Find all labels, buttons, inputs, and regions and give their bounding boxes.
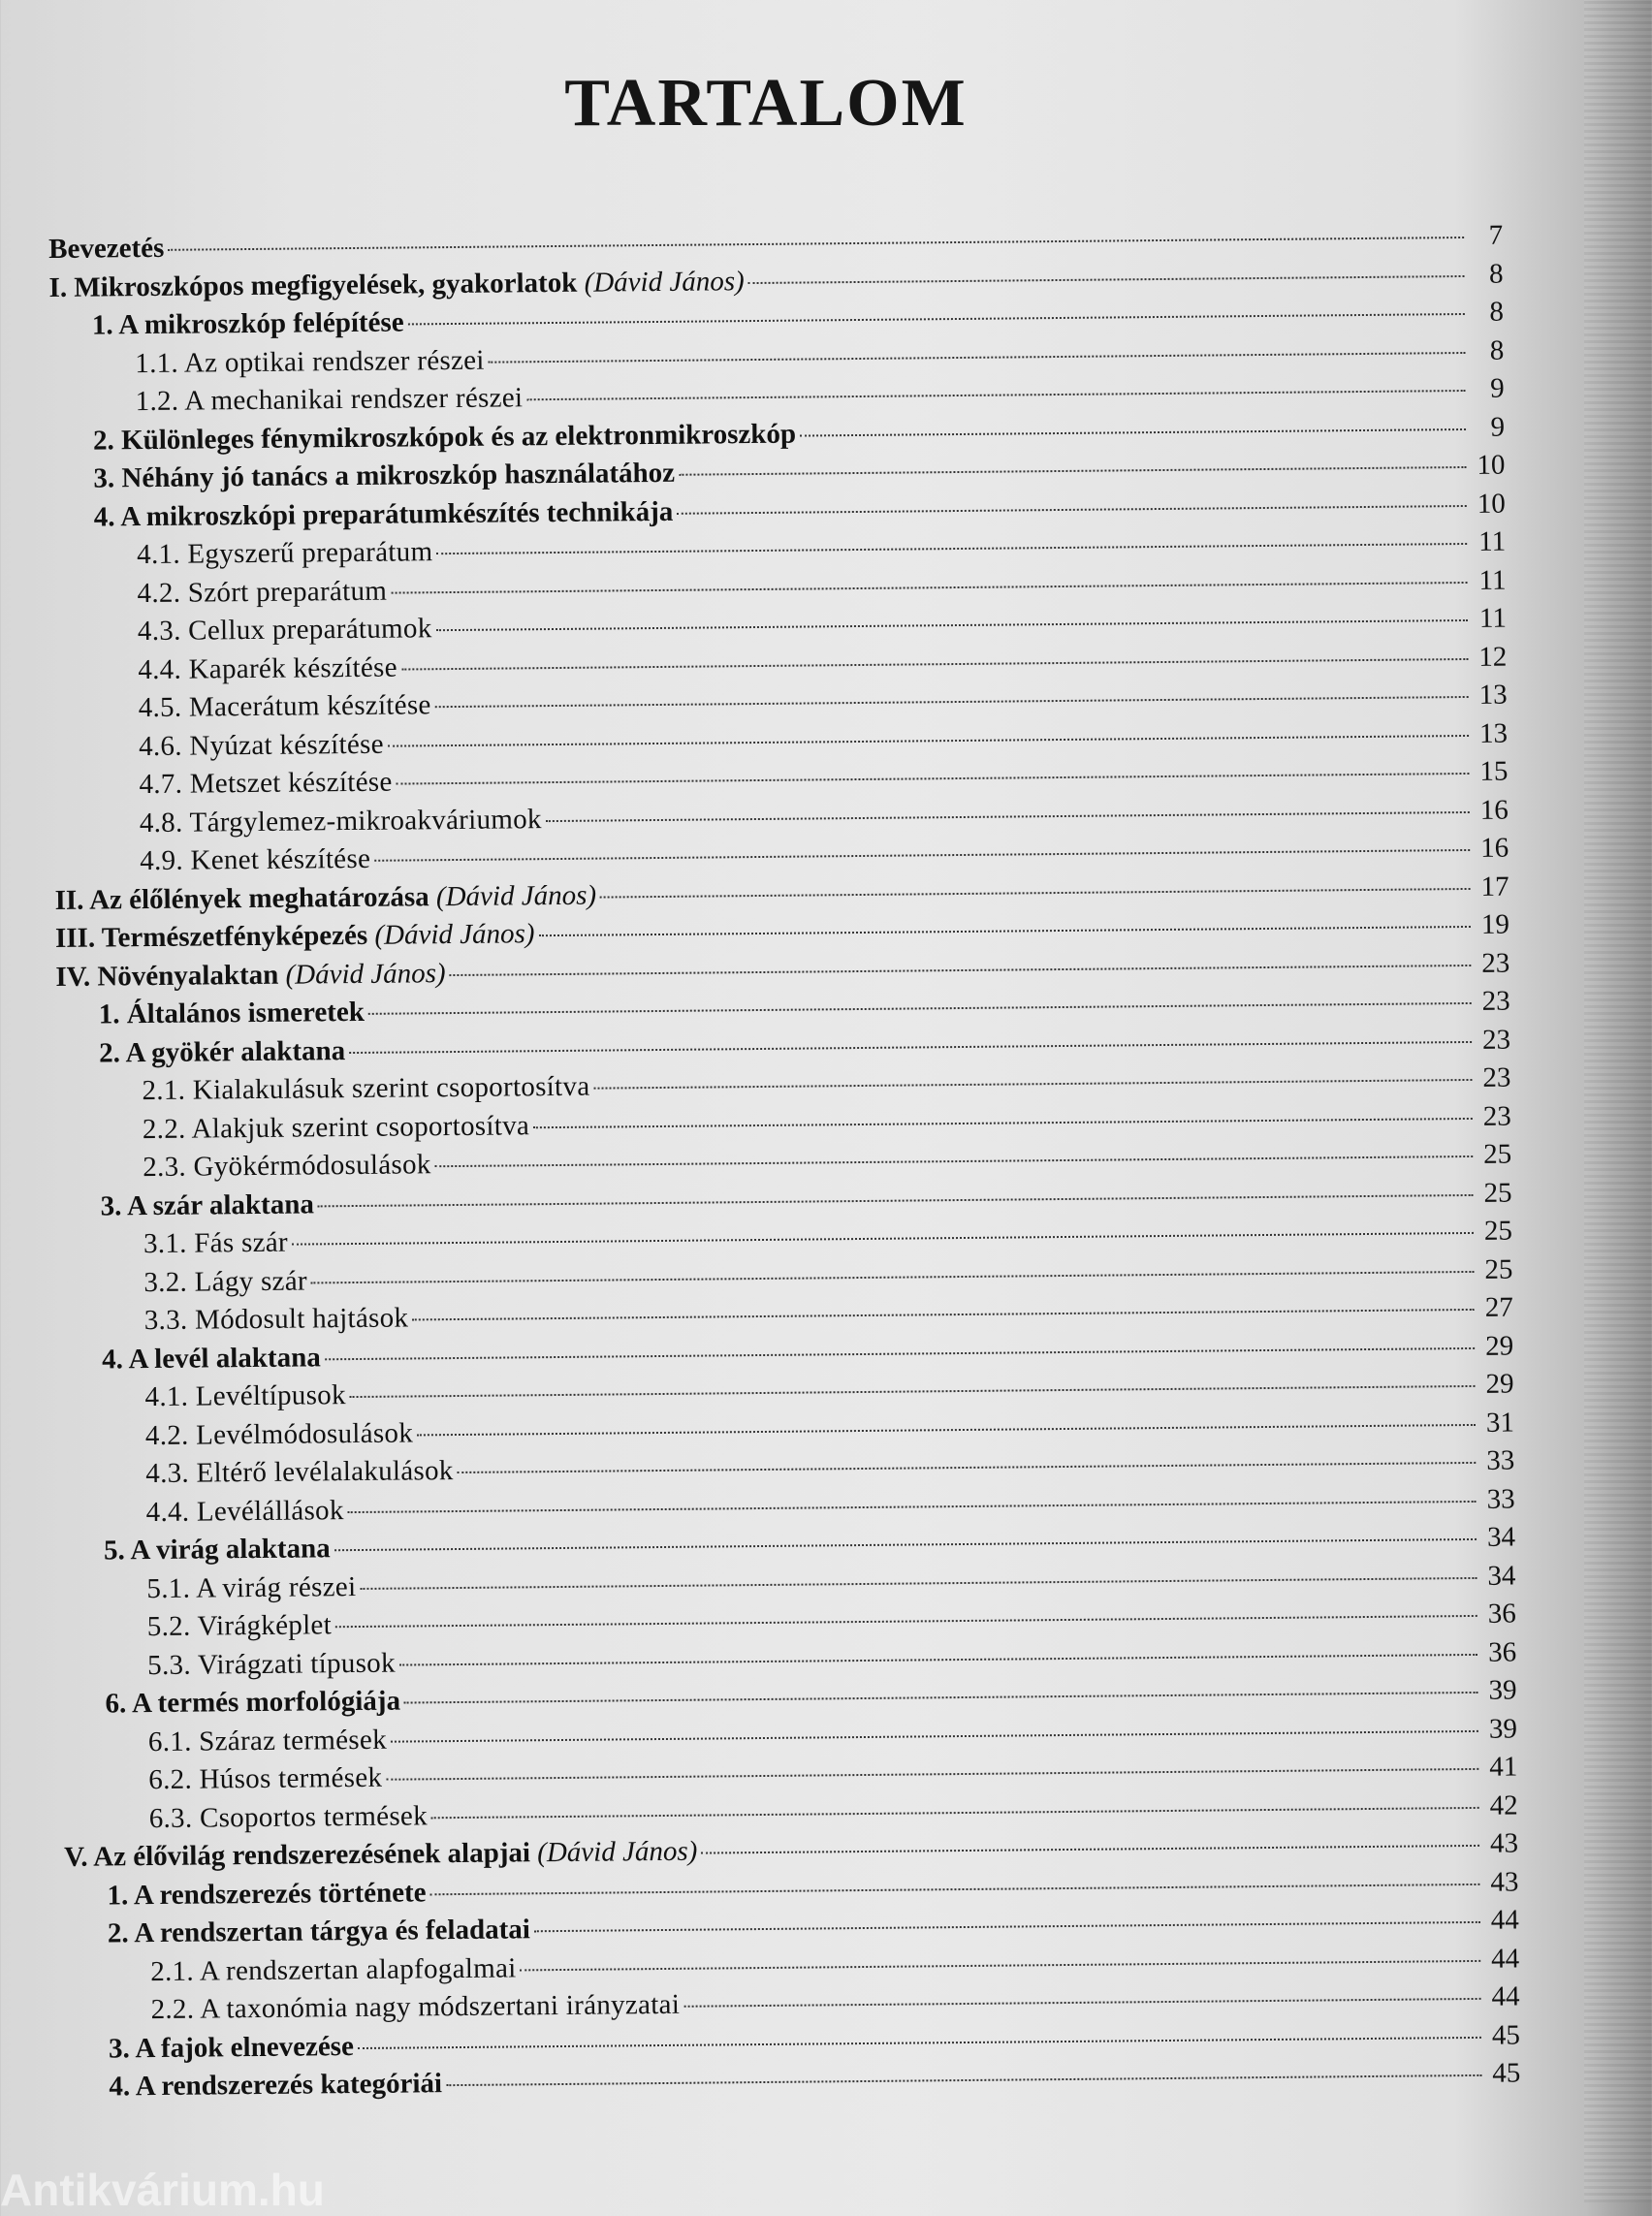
dot-leader [417, 1423, 1476, 1435]
toc-entry-label [100, 1186, 314, 1226]
toc-entry-label [55, 915, 535, 958]
toc-entry-title: 6.2. Húsos termések [148, 1761, 383, 1796]
toc-entry-page-number: 10 [1477, 488, 1506, 520]
dot-leader [388, 734, 1469, 746]
toc-entry-page-number: 44 [1490, 1904, 1519, 1936]
toc-entry-title: IV. Növényalaktan [55, 959, 279, 993]
toc-entry-label [55, 955, 446, 997]
dot-leader [334, 1538, 1477, 1551]
toc-entry-page-number: 10 [1477, 449, 1506, 481]
toc-entry-page-number: 15 [1479, 755, 1509, 787]
dot-leader [748, 274, 1465, 283]
toc-entry-label [140, 840, 370, 881]
dot-leader [348, 1500, 1477, 1512]
watermark: Antikvárium.hu [0, 2165, 325, 2215]
dot-leader [533, 1117, 1473, 1127]
dot-leader [318, 1193, 1474, 1206]
toc-entry-page-number: 23 [1482, 1100, 1511, 1132]
toc-entry-title: 2. A rendszertan tárgya és feladatai [107, 1914, 531, 1949]
toc-entry-title: 5.1. A virág részei [146, 1570, 357, 1604]
toc-entry-label [109, 2065, 442, 2106]
toc-entry-label [48, 230, 165, 269]
dot-leader [350, 1385, 1476, 1398]
toc-entry-page-number: 23 [1481, 985, 1510, 1017]
toc-entry-page-number: 36 [1487, 1598, 1516, 1630]
dot-leader [391, 581, 1467, 593]
toc-entry-page-number: 11 [1478, 602, 1508, 634]
dot-leader [391, 1729, 1478, 1742]
toc-entry-page-number: 23 [1482, 1061, 1511, 1093]
dot-leader [408, 313, 1465, 325]
toc-entry-label [143, 1262, 307, 1302]
toc-entry-title: 4. A mikroszkópi preparátumkészítés technikája [93, 495, 674, 533]
toc-entry-title: 4. A levél alaktana [102, 1341, 321, 1376]
toc-entry-title: 4.2. Szórt preparátum [137, 575, 388, 609]
dot-leader [325, 1346, 1475, 1359]
toc-entry-author: (Dávid János) [537, 1835, 698, 1869]
toc-entry-title: 4.9. Kenet készítése [140, 842, 371, 877]
dot-leader [435, 1155, 1474, 1167]
dot-leader [399, 1653, 1477, 1665]
toc-entry-label [108, 1911, 530, 1953]
toc-entry-label [142, 1068, 589, 1111]
toc-entry-title: 3. A fajok elnevezése [108, 2030, 355, 2064]
toc-entry-title: 3.3. Módosult hajtások [143, 1302, 409, 1337]
toc-entry-page-number: 9 [1489, 372, 1505, 404]
toc-entry-page-number: 39 [1488, 1713, 1518, 1745]
toc-entry-title: V. Az élővilág rendszerezésének alapjai [63, 1837, 531, 1873]
toc-entry-page-number: 8 [1488, 258, 1504, 290]
dot-leader [701, 1845, 1479, 1854]
dot-leader [374, 849, 1470, 862]
toc-entry-page-number: 11 [1478, 525, 1507, 557]
toc-entry-title: 1. Általános ismeretek [98, 996, 365, 1030]
dot-leader [679, 466, 1466, 476]
dot-leader [168, 237, 1464, 251]
toc-entry-title: 1.1. Az optikai rendszer részei [135, 344, 485, 379]
toc-entry-title: III. Természetfényképezés [54, 919, 368, 954]
toc-entry-title: 3.2. Lágy szár [143, 1264, 308, 1298]
toc-entry-page-number: 34 [1486, 1521, 1516, 1553]
toc-entry-label [54, 876, 596, 920]
dot-leader [489, 351, 1466, 363]
dot-leader [360, 1576, 1477, 1589]
toc-entry-page-number: 8 [1489, 296, 1505, 328]
toc-entry-label [107, 1874, 426, 1915]
toc-entry-page-number: 33 [1486, 1444, 1515, 1476]
dot-leader [386, 1768, 1478, 1781]
dot-leader [800, 427, 1466, 436]
dot-leader [358, 2036, 1481, 2048]
toc-entry-page-number: 19 [1480, 908, 1510, 940]
toc-entry-title: 6.1. Száraz termések [147, 1724, 388, 1757]
toc-entry-label [92, 303, 404, 345]
toc-entry-title: 4.3. Eltérő levélalakulások [145, 1455, 454, 1490]
toc-entry-page-number: 12 [1478, 641, 1508, 673]
toc-entry-label [146, 1568, 356, 1609]
toc-entry-title: 4.7. Metszet készítése [139, 766, 393, 801]
toc-entry-page-number: 16 [1480, 832, 1509, 864]
toc-entry-label [93, 455, 675, 498]
dot-leader [593, 1079, 1472, 1090]
toc-entry-title: 4.6. Nyúzat készítése [138, 728, 384, 762]
dot-leader [539, 926, 1471, 936]
toc-entry-page-number: 45 [1492, 2057, 1521, 2089]
toc-entry-label [139, 725, 384, 766]
dot-leader [600, 887, 1471, 898]
toc-entry-label [143, 1224, 288, 1264]
toc-entry-label [145, 1414, 413, 1455]
toc-entry-title: 2.3. Gyökérmódosulások [143, 1149, 431, 1184]
dot-leader [435, 696, 1469, 708]
toc-entry-author: (Dávid János) [285, 957, 446, 991]
table-of-contents [48, 217, 1521, 2107]
toc-entry-author: (Dávid János) [435, 879, 597, 912]
toc-entry-page-number: 11 [1478, 564, 1507, 596]
toc-entry-page-number: 44 [1491, 1980, 1520, 2012]
toc-entry-label [139, 764, 392, 805]
toc-entry-page-number: 13 [1478, 679, 1508, 711]
toc-entry-label [135, 341, 485, 383]
dot-leader [404, 1692, 1478, 1704]
toc-entry-title: II. Az élőlények meghatározása [54, 880, 429, 916]
toc-entry-page-number: 33 [1486, 1483, 1515, 1515]
toc-entry-label [138, 649, 397, 689]
toc-entry-label [48, 263, 745, 307]
dot-leader [436, 619, 1468, 631]
toc-entry-label [148, 1721, 387, 1761]
toc-entry-page-number: 29 [1484, 1330, 1514, 1362]
dot-leader [412, 1309, 1475, 1321]
dot-leader [534, 1921, 1480, 1932]
toc-entry-title: 4.4. Levélállások [145, 1494, 344, 1528]
dot-leader [349, 1040, 1472, 1053]
toc-entry-page-number: 17 [1480, 871, 1509, 902]
toc-entry-label [144, 1377, 346, 1416]
dot-leader [368, 1002, 1472, 1015]
toc-entry-title: 1. A mikroszkóp felépítése [91, 306, 404, 341]
toc-entry-label [104, 1530, 331, 1570]
toc-entry-label [105, 1683, 400, 1724]
dot-leader [677, 504, 1466, 514]
toc-entry-label [94, 492, 674, 536]
toc-entry-page-number: 42 [1489, 1789, 1518, 1821]
toc-entry-author: (Dávid János) [584, 265, 745, 299]
toc-entry-label [136, 379, 524, 421]
toc-entry-page-number: 25 [1483, 1215, 1513, 1247]
toc-entry-author: (Dávid János) [374, 918, 535, 951]
toc-entry-label [137, 533, 433, 574]
toc-entry-page-number: 39 [1488, 1674, 1517, 1706]
toc-entry-page-number: 41 [1489, 1751, 1518, 1783]
dot-leader [311, 1270, 1474, 1283]
page-title: TARTALOM [564, 65, 968, 141]
dot-leader [431, 1806, 1479, 1818]
toc-entry-page-number: 23 [1481, 1024, 1511, 1056]
toc-entry-label [150, 1949, 517, 1991]
toc-entry-title: 4.1. Levéltípusok [144, 1379, 346, 1413]
dot-leader [683, 1998, 1480, 2008]
dot-leader [436, 543, 1467, 554]
toc-entry-page-number: 45 [1491, 2019, 1521, 2051]
toc-entry-title: 2. Különleges fénymikroszkópok és az elektronmikroszkóp [92, 418, 797, 457]
toc-entry-title: 5.2. Virágképlet [146, 1609, 333, 1643]
toc-entry-page-number: 31 [1485, 1407, 1515, 1439]
toc-entry-label [99, 1032, 345, 1073]
toc-entry-page-number: 9 [1490, 411, 1506, 443]
toc-entry-page-number: 13 [1478, 717, 1509, 749]
toc-entry-label [138, 610, 432, 650]
toc-entry-page-number: 29 [1485, 1368, 1514, 1400]
toc-entry-page-number: 44 [1491, 1943, 1520, 1975]
toc-entry-page-number: 43 [1489, 1827, 1519, 1859]
toc-entry-label [139, 686, 431, 727]
page-edge-shadow [1584, 0, 1652, 2202]
toc-entry-title: 4.1. Egyszerű preparátum [137, 536, 433, 571]
toc-entry-page-number: 25 [1484, 1253, 1513, 1285]
dot-leader [401, 657, 1468, 670]
toc-entry-label [99, 994, 365, 1034]
toc-entry-title: 4.8. Tárgylemez-mikroakváriumok [139, 803, 542, 839]
toc-entry-title: 5. A virág alaktana [103, 1533, 331, 1567]
toc-entry-label [150, 1986, 680, 2030]
toc-entry-label [143, 1146, 431, 1187]
toc-entry-page-number: 23 [1481, 947, 1510, 979]
toc-entry-title: 3. A szár alaktana [100, 1187, 315, 1222]
toc-entry-label [149, 1797, 429, 1838]
toc-entry-title: 2. A gyökér alaktana [98, 1034, 346, 1069]
toc-entry-title: 6. A termés morfológiája [105, 1685, 401, 1720]
toc-entry-title: 4.2. Levélmódosulások [144, 1416, 414, 1451]
toc-entry-title: 3. Néhány jó tanács a mikroszkóp használatához [93, 457, 676, 494]
toc-entry-label [137, 572, 387, 613]
toc-entry-page-number: 16 [1479, 794, 1509, 826]
toc-entry-title: 2.2. Alakjuk szerint csoportosítva [142, 1109, 530, 1145]
toc-entry-label [93, 415, 796, 459]
toc-entry-title: 3.1. Fás szár [143, 1226, 289, 1260]
dot-leader [446, 2074, 1481, 2086]
toc-entry-page-number: 7 [1488, 219, 1504, 251]
toc-entry-label [147, 1606, 333, 1646]
toc-entry-page-number: 25 [1483, 1177, 1512, 1209]
dot-leader [526, 390, 1465, 400]
dot-leader [335, 1615, 1477, 1628]
dot-leader [397, 773, 1470, 785]
toc-entry-label [102, 1339, 321, 1379]
toc-entry-title: 4.5. Macerátum készítése [138, 689, 431, 724]
toc-entry-page-number: 8 [1489, 334, 1505, 366]
toc-entry-label [109, 2028, 354, 2069]
toc-entry-title: 4. A rendszerezés kategóriái [109, 2068, 443, 2103]
toc-entry-title: I. Mikroszkópos megfigyelések, gyakorlatok [48, 267, 578, 303]
toc-entry-title: 2.1. Kialakulásuk szerint csoportosítva [142, 1070, 590, 1107]
toc-entry-title: 6.3. Csoportos termések [148, 1799, 429, 1834]
toc-entry-label [64, 1833, 698, 1878]
toc-entry-title: 5.3. Virágzati típusok [147, 1647, 396, 1681]
toc-entry-title: 1.2. A mechanikai rendszer részei [135, 382, 524, 418]
toc-entry-title: 1. A rendszerezés története [107, 1876, 427, 1911]
dot-leader [546, 810, 1470, 821]
toc-entry-title: 4.4. Kaparék készítése [138, 651, 397, 685]
toc-entry-label [146, 1492, 344, 1532]
dot-leader [450, 964, 1472, 975]
dot-leader [292, 1232, 1474, 1246]
toc-entry-label [147, 1644, 396, 1685]
toc-entry-page-number: 27 [1484, 1291, 1513, 1323]
toc-entry-page-number: 25 [1483, 1138, 1512, 1170]
toc-entry-title: 2.1. A rendszertan alapfogalmai [150, 1951, 517, 1987]
toc-entry-title: Bevezetés [48, 232, 165, 265]
toc-entry-title: 4.3. Cellux preparátumok [137, 613, 432, 648]
dot-leader [521, 1959, 1481, 1971]
toc-entry-title: 2.2. A taxonómia nagy módszertani irányzatai [150, 1988, 681, 2026]
toc-entry-label [144, 1299, 409, 1340]
toc-entry-label [145, 1452, 454, 1494]
dot-leader [458, 1462, 1477, 1473]
toc-entry-page-number: 36 [1487, 1636, 1517, 1668]
toc-entry-label [140, 801, 542, 842]
toc-entry-page-number: 34 [1487, 1560, 1516, 1592]
toc-entry-page-number: 43 [1490, 1866, 1519, 1898]
toc-entry-label [148, 1759, 382, 1800]
toc-entry-label [143, 1107, 530, 1149]
dot-leader [430, 1883, 1480, 1894]
